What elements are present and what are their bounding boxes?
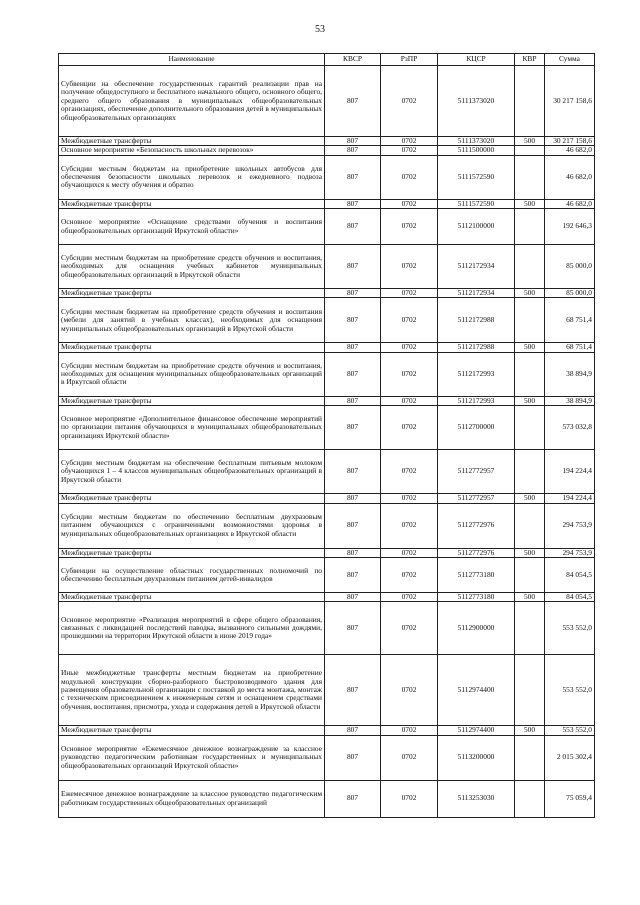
row-kvsr: 807 [325, 557, 381, 592]
row-kvr [515, 602, 545, 655]
header-rzpr: РзПР [381, 54, 438, 66]
row-kcsr: 5111373020 [438, 66, 515, 137]
row-name: Межбюджетные трансферты [59, 343, 325, 352]
row-sum: 75 059,4 [545, 780, 595, 817]
row-kvsr: 807 [325, 726, 381, 735]
row-kcsr: 5112772957 [438, 450, 515, 494]
row-rzpr: 0702 [381, 199, 438, 208]
table-row [59, 66, 595, 137]
table-row [59, 146, 595, 155]
row-sum: 192 646,3 [545, 209, 595, 245]
row-name: Субвенции на осуществление областных государственных полномочий по обеспечению бесплатным двухразовым питанием детей-инвалидов [59, 557, 325, 592]
row-rzpr: 0702 [381, 146, 438, 155]
row-kcsr: 5112773180 [438, 557, 515, 592]
row-kvsr: 807 [325, 343, 381, 352]
row-name: Межбюджетные трансферты [59, 199, 325, 208]
table-row [59, 352, 595, 396]
row-rzpr: 0702 [381, 137, 438, 146]
row-sum: 553 552,0 [545, 602, 595, 655]
page-number: 53 [315, 24, 325, 35]
row-kvsr: 807 [325, 494, 381, 503]
row-kvr [515, 245, 545, 289]
row-sum: 294 753,9 [545, 503, 595, 548]
table-row [59, 780, 595, 817]
row-name: Межбюджетные трансферты [59, 592, 325, 601]
row-kvr: 500 [515, 199, 545, 208]
row-name: Межбюджетные трансферты [59, 494, 325, 503]
row-kvsr: 807 [325, 199, 381, 208]
row-sum: 38 894,9 [545, 396, 595, 405]
row-kvr [515, 655, 545, 726]
budget-table [58, 53, 595, 818]
row-rzpr: 0702 [381, 557, 438, 592]
row-kvr [515, 735, 545, 780]
row-kvr [515, 352, 545, 396]
row-rzpr: 0702 [381, 289, 438, 298]
row-kvsr: 807 [325, 450, 381, 494]
row-kcsr: 5113253030 [438, 780, 515, 817]
row-sum: 553 552,0 [545, 726, 595, 735]
row-kvr: 500 [515, 396, 545, 405]
row-sum: 30 217 158,6 [545, 66, 595, 137]
row-name: Субсидии местным бюджетам по обеспечению бесплатным двухразовым питанием обучающихся с ограниченными возможностями здоровья в муниципальных общеобразовательных организациях в Иркутской области [59, 503, 325, 548]
row-kcsr: 5112172988 [438, 298, 515, 343]
header-kvr: КВР [515, 54, 545, 66]
row-kvsr: 807 [325, 548, 381, 557]
row-rzpr: 0702 [381, 494, 438, 503]
row-kcsr: 5112172993 [438, 352, 515, 396]
row-rzpr: 0702 [381, 592, 438, 601]
row-kvr: 500 [515, 592, 545, 601]
table-row [59, 209, 595, 245]
table-row [59, 343, 595, 352]
row-kvsr: 807 [325, 503, 381, 548]
row-sum: 84 054,5 [545, 557, 595, 592]
row-name: Субсидии местным бюджетам на приобретение средств обучения и воспитания, необходимых для оснащения муниципальных общеобразовательных организаций в Иркутской области [59, 352, 325, 396]
row-kcsr: 5111572590 [438, 199, 515, 208]
row-kvsr: 807 [325, 245, 381, 289]
row-sum: 46 682,0 [545, 146, 595, 155]
row-kcsr: 5111373020 [438, 137, 515, 146]
table-row [59, 592, 595, 601]
row-name: Субсидии местным бюджетам на обеспечение бесплатным питьевым молоком обучающихся 1 – 4 классов муниципальных общеобразовательных организаций в Иркутской области [59, 450, 325, 494]
row-name: Субсидии местным бюджетам на приобретение школьных автобусов для обеспечения безопасности школьных перевозок и ежедневного подвоза обучающихся к месту обучения и обратно [59, 155, 325, 199]
row-rzpr: 0702 [381, 396, 438, 405]
row-kvsr: 807 [325, 298, 381, 343]
row-kcsr: 5112172934 [438, 245, 515, 289]
row-sum: 553 552,0 [545, 655, 595, 726]
row-kvsr: 807 [325, 155, 381, 199]
row-kvsr: 807 [325, 289, 381, 298]
row-kvr: 500 [515, 289, 545, 298]
table-row [59, 298, 595, 343]
row-rzpr: 0702 [381, 245, 438, 289]
row-rzpr: 0702 [381, 155, 438, 199]
row-rzpr: 0702 [381, 602, 438, 655]
row-kvr [515, 406, 545, 450]
row-kvsr: 807 [325, 406, 381, 450]
row-kvsr: 807 [325, 137, 381, 146]
row-name: Межбюджетные трансферты [59, 289, 325, 298]
row-kcsr: 5113200000 [438, 735, 515, 780]
row-kcsr: 5112172988 [438, 343, 515, 352]
row-kvsr: 807 [325, 146, 381, 155]
row-kvr [515, 209, 545, 245]
row-sum: 68 751,4 [545, 298, 595, 343]
row-kvsr: 807 [325, 780, 381, 817]
row-sum: 2 015 302,4 [545, 735, 595, 780]
row-name: Субвенции на обеспечение государственных гарантий реализации прав на получение общедоступного и бесплатного начального общего, основного общего, среднего общего образования в муниципальных общеобразовательных организациях, обеспечение дополнительного образования детей в муниципальных общеобразовательных организациях [59, 66, 325, 137]
row-kvsr: 807 [325, 209, 381, 245]
table-row [59, 735, 595, 780]
row-name: Межбюджетные трансферты [59, 396, 325, 405]
row-kvr: 500 [515, 548, 545, 557]
row-rzpr: 0702 [381, 343, 438, 352]
row-name: Основное мероприятие «Безопасность школьных перевозок» [59, 146, 325, 155]
row-kvsr: 807 [325, 396, 381, 405]
table-row [59, 548, 595, 557]
row-kvr [515, 503, 545, 548]
row-sum: 85 000,0 [545, 245, 595, 289]
row-kcsr: 5112773180 [438, 592, 515, 601]
row-rzpr: 0702 [381, 780, 438, 817]
table-row [59, 726, 595, 735]
table-row [59, 199, 595, 208]
row-kvsr: 807 [325, 592, 381, 601]
header-name: Наименование [59, 54, 325, 66]
table-row [59, 494, 595, 503]
table-row [59, 557, 595, 592]
table-row [59, 406, 595, 450]
row-sum: 46 682,0 [545, 199, 595, 208]
table-header-row [59, 54, 595, 66]
row-rzpr: 0702 [381, 548, 438, 557]
row-rzpr: 0702 [381, 735, 438, 780]
row-sum: 30 217 158,6 [545, 137, 595, 146]
row-name: Межбюджетные трансферты [59, 726, 325, 735]
row-sum: 194 224,4 [545, 494, 595, 503]
row-sum: 194 224,4 [545, 450, 595, 494]
row-kcsr: 5112172934 [438, 289, 515, 298]
row-sum: 38 894,9 [545, 352, 595, 396]
row-name: Субсидии местным бюджетам на приобретение средств обучения и воспитания (мебели для занятий в учебных классах), необходимых для оснащения муниципальных общеобразовательных организаций в Иркутской области [59, 298, 325, 343]
row-name: Ежемесячное денежное вознаграждение за классное руководство педагогическим работникам государственных общеобразовательных организаций [59, 780, 325, 817]
row-name: Основное мероприятие «Оснащение средствами обучения и воспитания общеобразовательных организаций Иркутской области» [59, 209, 325, 245]
header-kcsr: КЦСР [438, 54, 515, 66]
row-kcsr: 5112772976 [438, 548, 515, 557]
row-kcsr: 5112974400 [438, 655, 515, 726]
row-rzpr: 0702 [381, 655, 438, 726]
row-rzpr: 0702 [381, 209, 438, 245]
row-name: Межбюджетные трансферты [59, 548, 325, 557]
header-sum: Сумма [545, 54, 595, 66]
row-name: Субсидии местным бюджетам на приобретение средств обучения и воспитания, необходимых для оснащения учебных кабинетов муниципальных общеобразовательных организаций в Иркутской области [59, 245, 325, 289]
row-kvr [515, 146, 545, 155]
row-kvsr: 807 [325, 352, 381, 396]
row-kvsr: 807 [325, 735, 381, 780]
row-kvr: 500 [515, 726, 545, 735]
row-kcsr: 5112974400 [438, 726, 515, 735]
row-kcsr: 5111500000 [438, 146, 515, 155]
row-rzpr: 0702 [381, 406, 438, 450]
row-kvr: 500 [515, 343, 545, 352]
table-row [59, 245, 595, 289]
row-kcsr: 5112172993 [438, 396, 515, 405]
row-kvr [515, 780, 545, 817]
table-row [59, 155, 595, 199]
row-kcsr: 5112772957 [438, 494, 515, 503]
row-kvsr: 807 [325, 655, 381, 726]
row-kvr [515, 155, 545, 199]
row-kvr [515, 557, 545, 592]
row-rzpr: 0702 [381, 298, 438, 343]
table-row [59, 503, 595, 548]
row-name: Основное мероприятие «Реализация мероприятий в сфере общего образования, связанных с ликвидацией последствий паводка, вызванного сильными дождями, прошедшими на территории Иркутской области в июне 2019 года» [59, 602, 325, 655]
row-kcsr: 5112900000 [438, 602, 515, 655]
table-row [59, 655, 595, 726]
header-kvsr: КВСР [325, 54, 381, 66]
row-sum: 46 682,0 [545, 155, 595, 199]
row-kvsr: 807 [325, 602, 381, 655]
row-sum: 294 753,9 [545, 548, 595, 557]
row-sum: 573 032,8 [545, 406, 595, 450]
row-kcsr: 5112700000 [438, 406, 515, 450]
row-rzpr: 0702 [381, 66, 438, 137]
table-row [59, 289, 595, 298]
table-row [59, 602, 595, 655]
row-kvr [515, 450, 545, 494]
row-name: Межбюджетные трансферты [59, 137, 325, 146]
table-row [59, 396, 595, 405]
row-name: Основное мероприятие «Дополнительное финансовое обеспечение мероприятий по организации питания обучающихся в муниципальных общеобразовательных организациях Иркутской области» [59, 406, 325, 450]
row-sum: 68 751,4 [545, 343, 595, 352]
row-rzpr: 0702 [381, 352, 438, 396]
row-rzpr: 0702 [381, 726, 438, 735]
row-sum: 85 000,0 [545, 289, 595, 298]
row-kvr: 500 [515, 137, 545, 146]
row-kvr: 500 [515, 494, 545, 503]
row-sum: 84 054,5 [545, 592, 595, 601]
row-kvr [515, 66, 545, 137]
row-rzpr: 0702 [381, 503, 438, 548]
row-name: Иные межбюджетные трансферты местным бюджетам на приобретение модульной конструкции сборно-разборного быстровозводимого здания для размещения образовательной организации с поставкой до места монтажа, монтаж с техническим присоединением к инженерным сетям и оснащением средствами обучения, воспитания, присмотра, ухода и содержания детей в Иркутской области [59, 655, 325, 726]
row-kvr [515, 298, 545, 343]
row-kcsr: 5112100000 [438, 209, 515, 245]
row-kcsr: 5111572590 [438, 155, 515, 199]
row-kvsr: 807 [325, 66, 381, 137]
row-rzpr: 0702 [381, 450, 438, 494]
table-row [59, 450, 595, 494]
row-name: Основное мероприятие «Ежемесячное денежное вознаграждение за классное руководство педагогическим работникам государственных и муниципальных общеобразовательных организаций Иркутской области» [59, 735, 325, 780]
row-kcsr: 5112772976 [438, 503, 515, 548]
